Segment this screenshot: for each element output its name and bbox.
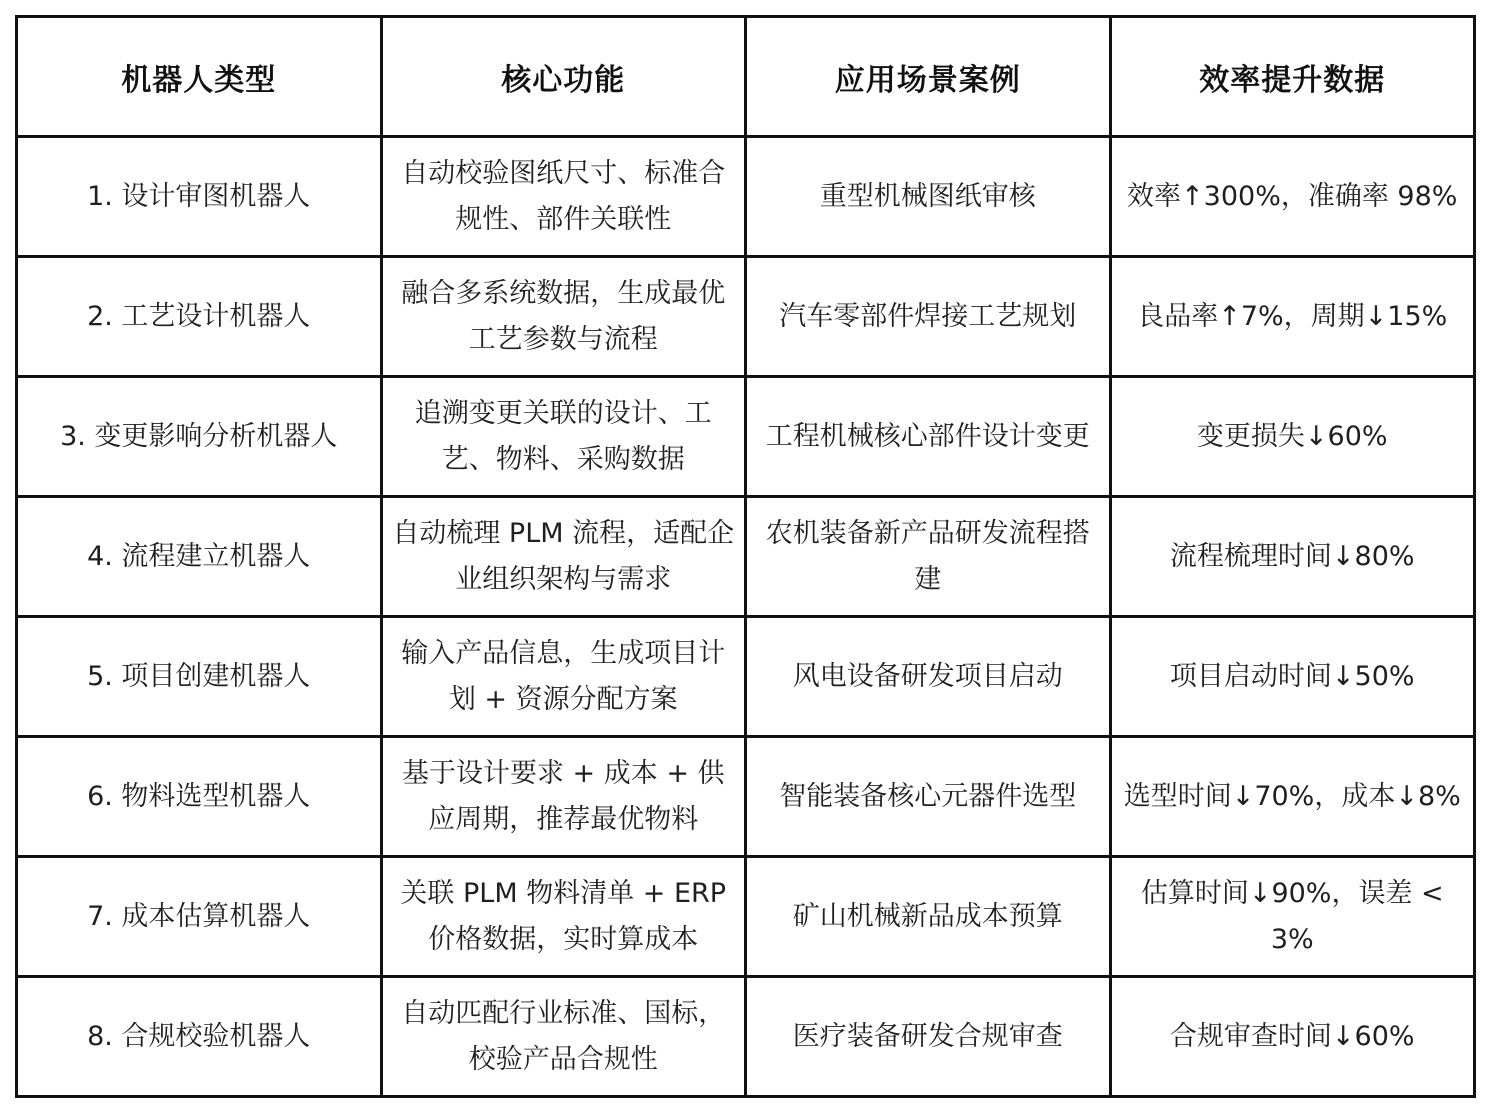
robot-type-cell: 6. 物料选型机器人 (17, 737, 382, 857)
core-function-cell: 自动校验图纸尺寸、标准合规性、部件关联性 (381, 137, 746, 257)
core-function-cell: 自动匹配行业标准、国标，校验产品合规性 (381, 977, 746, 1097)
table-row (17, 617, 1475, 737)
core-function-cell: 融合多系统数据，生成最优工艺参数与流程 (381, 257, 746, 377)
scenario-cell: 工程机械核心部件设计变更 (746, 377, 1111, 497)
table-row (17, 137, 1475, 257)
robot-type-cell: 5. 项目创建机器人 (17, 617, 382, 737)
efficiency-cell: 效率↑300%，准确率 98% (1110, 137, 1475, 257)
efficiency-cell: 流程梳理时间↓80% (1110, 497, 1475, 617)
core-function-cell: 关联 PLM 物料清单 + ERP 价格数据，实时算成本 (381, 857, 746, 977)
efficiency-cell: 变更损失↓60% (1110, 377, 1475, 497)
robot-type-cell: 7. 成本估算机器人 (17, 857, 382, 977)
robot-type-cell: 8. 合规校验机器人 (17, 977, 382, 1097)
table-row (17, 497, 1475, 617)
scenario-cell: 医疗装备研发合规审查 (746, 977, 1111, 1097)
efficiency-cell: 合规审查时间↓60% (1110, 977, 1475, 1097)
robot-type-cell: 4. 流程建立机器人 (17, 497, 382, 617)
scenario-cell: 重型机械图纸审核 (746, 137, 1111, 257)
robot-table-container (15, 15, 1473, 1095)
robot-type-cell: 2. 工艺设计机器人 (17, 257, 382, 377)
table-row (17, 257, 1475, 377)
robot-type-cell: 3. 变更影响分析机器人 (17, 377, 382, 497)
scenario-cell: 智能装备核心元器件选型 (746, 737, 1111, 857)
robot-comparison-table (15, 15, 1476, 1098)
table-row (17, 857, 1475, 977)
table-row (17, 377, 1475, 497)
scenario-cell: 风电设备研发项目启动 (746, 617, 1111, 737)
scenario-cell: 矿山机械新品成本预算 (746, 857, 1111, 977)
efficiency-cell: 项目启动时间↓50% (1110, 617, 1475, 737)
header-robot-type: 机器人类型 (17, 17, 382, 137)
robot-type-cell: 1. 设计审图机器人 (17, 137, 382, 257)
table-row (17, 977, 1475, 1097)
efficiency-cell: 良品率↑7%，周期↓15% (1110, 257, 1475, 377)
core-function-cell: 输入产品信息，生成项目计划 + 资源分配方案 (381, 617, 746, 737)
header-row (17, 17, 1475, 137)
scenario-cell: 农机装备新产品研发流程搭建 (746, 497, 1111, 617)
scenario-cell: 汽车零部件焊接工艺规划 (746, 257, 1111, 377)
core-function-cell: 基于设计要求 + 成本 + 供应周期，推荐最优物料 (381, 737, 746, 857)
efficiency-cell: 估算时间↓90%，误差 < 3% (1110, 857, 1475, 977)
core-function-cell: 自动梳理 PLM 流程，适配企业组织架构与需求 (381, 497, 746, 617)
table-row (17, 737, 1475, 857)
header-core-function: 核心功能 (381, 17, 746, 137)
efficiency-cell: 选型时间↓70%，成本↓8% (1110, 737, 1475, 857)
core-function-cell: 追溯变更关联的设计、工艺、物料、采购数据 (381, 377, 746, 497)
header-efficiency-data: 效率提升数据 (1110, 17, 1475, 137)
header-scenario-case: 应用场景案例 (746, 17, 1111, 137)
